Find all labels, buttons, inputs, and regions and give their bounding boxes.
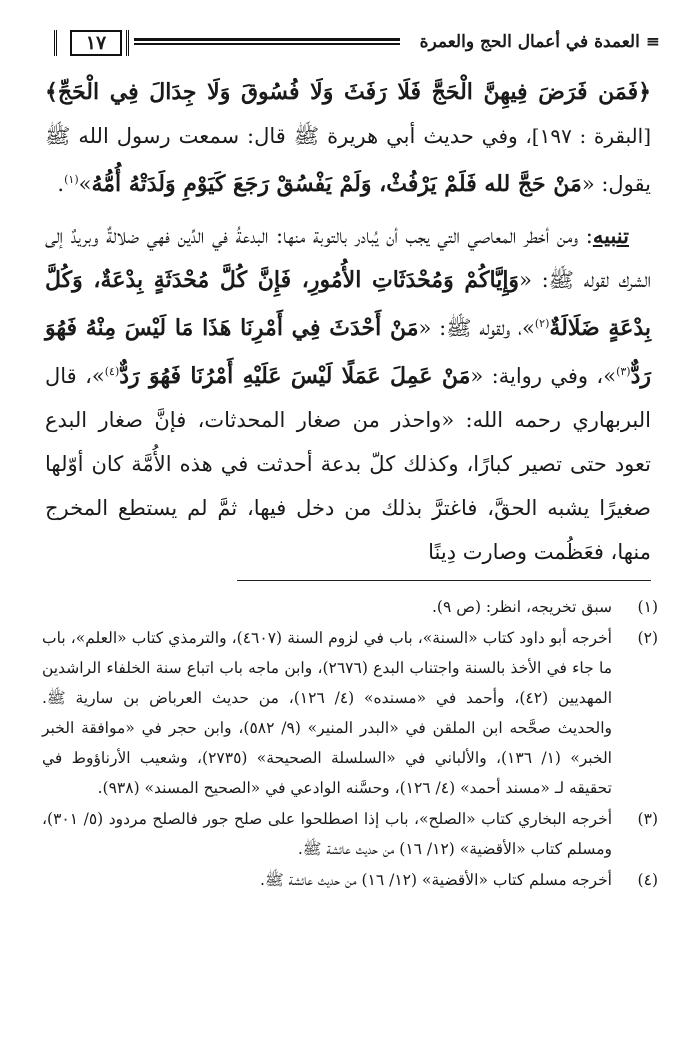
footnotes xyxy=(42,592,658,896)
footnote xyxy=(42,865,658,895)
paragraph-text: »، وفي رواية: « xyxy=(470,364,617,388)
footnote-text: أخرجه مسلم كتاب «الأقضية» (١٢/ ١٦) من حديث عائشة ﷺ. xyxy=(260,871,612,889)
verse-reference: [البقرة : ١٩٧]، وفي xyxy=(481,124,651,148)
running-header xyxy=(36,30,660,64)
footnote-ref[interactable]: (٢) xyxy=(534,317,550,330)
page-number: ١٧ xyxy=(70,30,122,56)
footnote-text: سبق تخريجه، انظر: (ص ٩). xyxy=(431,598,612,616)
hadith-text: مَنْ أَحْدَثَ فِي أَمْرِنَا هَذَا مَا لَيْسَ مِنْهُ فَهُوَ رَدٌّ xyxy=(45,315,651,389)
footnote-number: (١) xyxy=(637,598,658,616)
paragraph-1: ﴿فَمَن فَرَضَ فِيهِنَّ الْحَجَّ فَلَا رَفَثَ وَلَا فُسُوقَ وَلَا جِدَالَ فِي الْحَجِّ﴾ [البقرة : ١٩٧]، وفي حديث أبي هريرة ﷺ قال: سمعت رسول الله ﷺ يقول: «مَنْ حَجَّ لله فَلَمْ يَرْفُثْ، وَلَمْ يَفْسُقْ رَجَعَ كَيَوْمِ وَلَدَتْهُ أُمُّهُ»$^{(١)}$. xyxy=(45,79,651,197)
quote-close: » xyxy=(78,172,92,196)
footnote-ref[interactable]: (٤) xyxy=(104,365,120,378)
footnote xyxy=(42,623,658,803)
main-text xyxy=(45,70,651,582)
book-title: ≡ العمدة في أعمال الحج والعمرة xyxy=(419,32,660,52)
footnote-number: (٢) xyxy=(637,629,658,647)
header-rule xyxy=(134,38,400,45)
footnote-text: أخرجه البخاري كتاب «الصلح»، باب إذا اصطلحوا على صلح جور فالصلح مردود (٥/ ٣٠١)، ومسلم كتاب «الأقضية» (١٢/ ١٦) من حديث عائشة ﷺ. xyxy=(42,810,612,858)
quran-verse: ﴿فَمَن فَرَضَ فِيهِنَّ الْحَجَّ فَلَا رَفَثَ وَلَا فُسُوقَ وَلَا جِدَالَ فِي الْحَجِّ﴾ xyxy=(45,79,651,105)
note-heading: تنبيه xyxy=(592,223,629,248)
page-number-box xyxy=(54,30,134,56)
paragraph-text: حديث أبي هريرة ﷺ قال: سمعت رسول الله ﷺ يقول: « xyxy=(45,124,651,196)
hadith-text: مَنْ حَجَّ لله فَلَمْ يَرْفُثْ، وَلَمْ يَفْسُقْ رَجَعَ كَيَوْمِ وَلَدَتْهُ أُمُّهُ xyxy=(91,171,582,197)
footnote xyxy=(42,804,658,864)
paragraph-text: »، قال البربهاري رحمه الله: «واحذر من صغار المحدثات، فإنَّ صغار البدع تعود حتى تصير كبارًا، وكذلك كلّ بدعة أحدثت في هذه الأُمَّة كان أوّلها صغيرًا يشبه الحقَّ، فاغترَّ بذلك من دخل فيها، ثمَّ لم يستطع المخرج منها، فعَظُمت وصارت دِينًا xyxy=(45,364,651,564)
footnote-number: (٣) xyxy=(637,810,658,828)
page-box-bar-right xyxy=(126,30,137,56)
footnote-divider xyxy=(237,580,651,581)
hadith-text: مَنْ عَمِلَ عَمَلًا لَيْسَ عَلَيْهِ أَمْرُنَا فَهُوَ رَدٌّ xyxy=(119,363,471,389)
footnote-text: أخرجه أبو داود كتاب «السنة»، باب في لزوم السنة (٤٦٠٧)، والترمذي كتاب «العلم»، باب ما جاء في الأخذ بالسنة واجتناب البدع (٢٦٧٦)، وابن ماجه باب اتباع سنة الخلفاء الراشدين المهديين (٤٢)، وأحمد في «مسنده» (٤/ ١٢٦)، من حديث العرباض بن سارية ﷺ. والحديث صحَّحه ابن الملقن في «البدر المنير» (٩/ ٥٨٢)، وابن حجر في «موافقة الخبر الخبر» (١/ ١٣٦)، والألباني في «السلسلة الصحيحة» (٢٧٣٥)، وشعيب الأرناؤوط في تحقيقه لـ «مسند أحمد» (٤/ ١٢٦)، وحسَّنه الوادعي في «الصحيح المسند» (٩٣٨). xyxy=(42,629,612,797)
footnote xyxy=(42,592,658,622)
footnote-number: (٤) xyxy=(637,871,658,889)
footnote-ref[interactable]: (١) xyxy=(64,173,79,186)
footnote-ref[interactable]: (٣) xyxy=(616,365,631,378)
page-box-bar-left xyxy=(54,30,65,56)
paragraph-2 xyxy=(45,214,651,574)
paragraph-text: : ومن أخطر المعاصي التي يجب أن يُبادر بالتوبة منها: البدعةُ في الدِّين فهي ضلالةٌ وبريدٌ إلى الشرك لقوله ﷺ: « xyxy=(45,224,651,292)
hadith-text: وَإِيَّاكُمْ وَمُحْدَثَاتِ الأُمُورِ، فَإِنَّ كُلَّ مُحْدَثَةٍ بِدْعَةٌ، وَكُلَّ بِدْعَةٍ ضَلَالَةٌ xyxy=(45,267,651,341)
paragraph-text: »، ولقوله ﷺ: « xyxy=(418,316,535,340)
